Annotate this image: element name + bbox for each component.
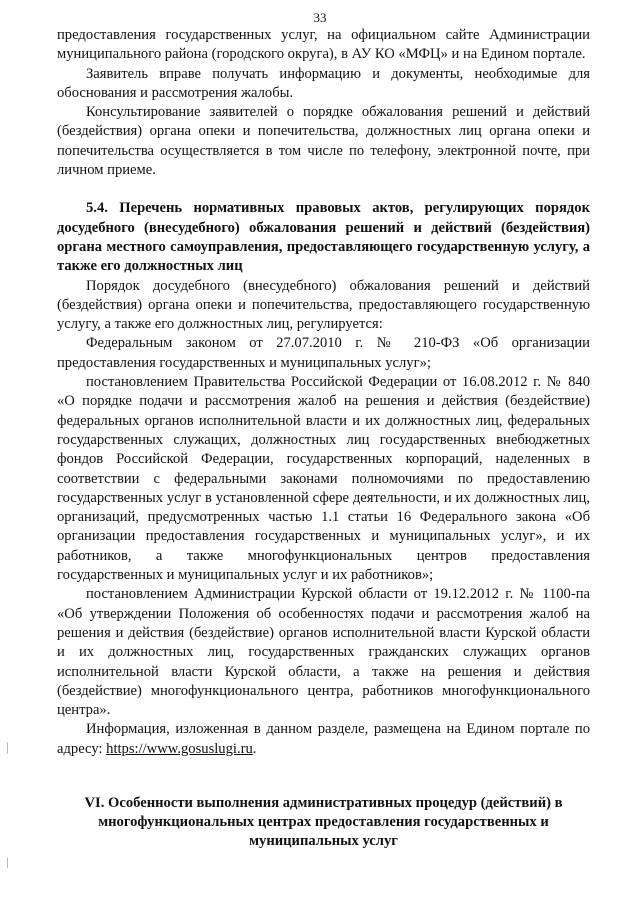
paragraph-kursk-resolution: постановлением Администрации Курской области от 19.12.2012 г. № 1100-па «Об утверждении Положения об особенностях подачи и рассмотрения жалоб на решения и действия (бездействие) органов исполнительной власти Курской области и их должностных лиц, государственных гражданских служащих органов исполнительной власти Курской области, а также на решения и действия (бездействие) многофункционального центра, работников многофункционального центра». <box>57 586 590 719</box>
page-number: 33 <box>313 10 327 25</box>
paragraph-federal-law: Федеральным законом от 27.07.2010 г. № 210-ФЗ «Об организации предоставления государственных и муниципальных услуг»; <box>57 335 590 371</box>
info-end: . <box>252 740 257 757</box>
paragraph-info-location <box>57 720 590 759</box>
margin-mark <box>7 742 8 754</box>
gosuslugi-link[interactable]: https://www.gosuslugi.ru <box>106 740 253 757</box>
paragraph-government-resolution: постановлением Правительства Российской Федерации от 16.08.2012 г. № 840 «О порядке подачи и рассмотрения жалоб на решения и действия (бездействие) федеральных органов исполнительной власти и их должностных лиц, федеральных государственных служащих, должностных лиц государственных внебюджетных фондов Российской Федерации, государственных корпораций, наделенных в соответствии с федеральными законами полномочиями по предоставлению государственных услуг в установленной сфере деятельности, и их должностных лиц, организаций, предусмотренных частью 1.1 статьи 16 Федерального закона «Об организации предоставления государственных и муниципальных услуг», и их работников, а также многофункциональных центров предоставления государственных и муниципальных услуг и их работников»; <box>57 374 590 584</box>
paragraph-portal-info: предоставления государственных услуг, на официальном сайте Администрации муниципального района (городского округа), в АУ КО «МФЦ» и на Едином портале. <box>57 27 590 63</box>
margin-mark <box>7 858 8 868</box>
paragraph-applicant-rights: Заявитель вправе получать информацию и документы, необходимые для обоснования и рассмотрения жалобы. <box>57 65 590 101</box>
paragraph-consultation: Консультирование заявителей о порядке обжалования решений и действий (бездействия) органа опеки и попечительства, должностных лиц органа опеки и попечительства осуществляется в том числе по телефону, электронной почте, при личном приеме. <box>57 104 590 179</box>
page-content <box>57 26 590 851</box>
info-text: Информация, изложенная в данном разделе, размещена на Едином портале по адресу: <box>57 721 590 757</box>
paragraph-regulation-intro: Порядок досудебного (внесудебного) обжалования решений и действий (бездействия) органа опеки и попечительства, предоставляющего государственную услугу, а также его должностных лиц, регулируется: <box>57 277 590 333</box>
section-vi-heading: VI. Особенности выполнения административных процедур (действий) в многофункциональных центрах предоставления государственных и муниципальных услуг <box>84 794 563 849</box>
section-5-4-heading: 5.4. Перечень нормативных правовых актов, регулирующих порядок досудебного (внесудебного) обжалования решений и действий (бездействия) органа местного самоуправления, предоставляющего государственную услугу, а также его должностных лиц <box>57 200 590 275</box>
